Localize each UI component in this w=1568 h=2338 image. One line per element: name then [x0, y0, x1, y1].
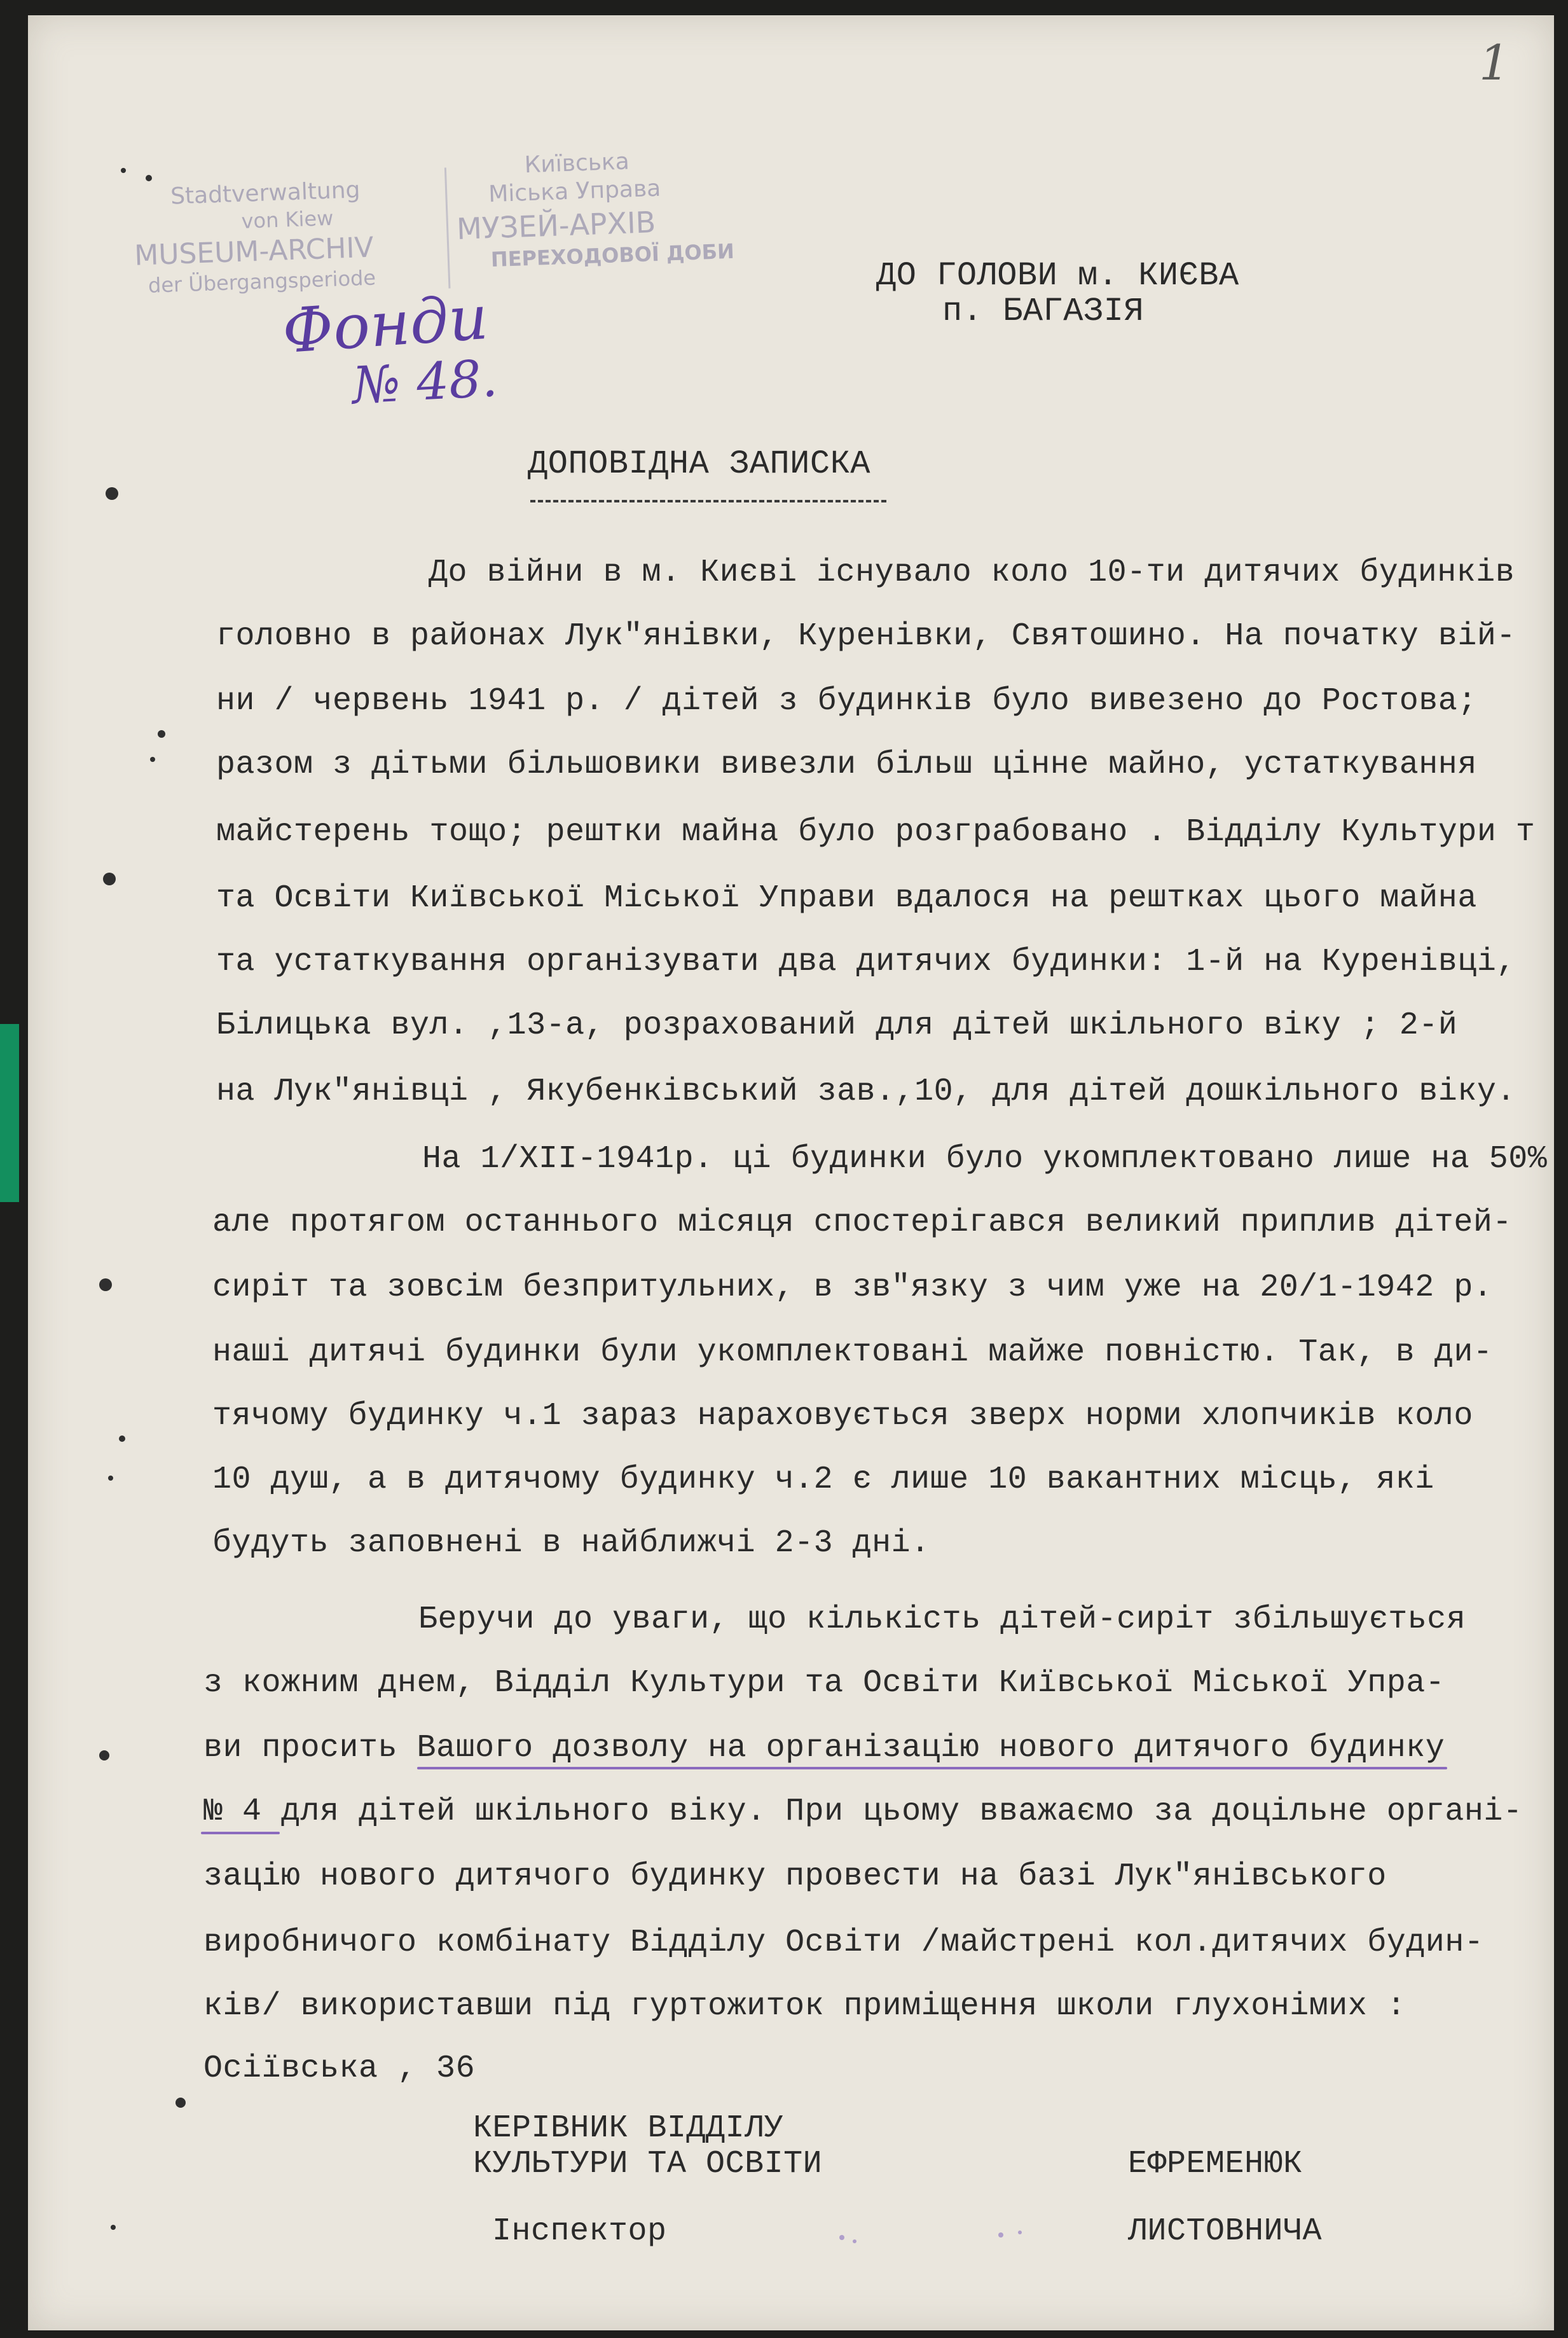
document-title: ДОПОВІДНА ЗАПИСКА	[528, 445, 870, 483]
stamp-text: von Kiew	[240, 205, 334, 233]
body-line: тячому будинку ч.1 зараз нараховується зверх норми хлопчиків коло	[212, 1398, 1473, 1434]
body-line: та Освіти Київської Міської Управи вдалося на рештках цього майна	[216, 880, 1477, 917]
body-line: ків/ використавши під гуртожиток приміщення школи глухонімих :	[203, 1988, 1406, 2024]
body-line: Осіївська , 36	[203, 2051, 476, 2087]
body-line: ни / червень 1941 р. / дітей з будинків було вивезено до Ростова;	[216, 683, 1477, 719]
stamp-text: der Übergangsperiode	[148, 265, 376, 298]
body-line: разом з дітьми більшовики вивезли більш цінне майно, устаткування	[216, 747, 1477, 783]
body-line: на Лук"янівці , Якубенківський зав.,10, для дітей дошкільного віку.	[216, 1074, 1516, 1110]
addressee-line: ДО ГОЛОВИ м. КИЄВА	[876, 257, 1239, 294]
body-line: будуть заповнені в найближчі 2-3 дні.	[212, 1525, 930, 1561]
stamp-text: Міська Управа	[488, 175, 661, 208]
signatory-position: Інспектор	[492, 2213, 667, 2250]
archive-page-number: 1	[1479, 34, 1510, 91]
body-line: майстерень тощо; рештки майна було розграбовано . Відділу Культури т	[216, 814, 1536, 850]
body-line: та устаткування організувати два дитячих будинки: 1-й на Куренівці,	[216, 944, 1516, 980]
paper-specks	[28, 15, 1554, 2330]
handwritten-fund-label: Фонди	[280, 281, 490, 368]
body-line: До війни в м. Києві існувало коло 10-ти дитячих будинків	[429, 555, 1515, 591]
body-line: зацію нового дитячого будинку провести на базі Лук"янівського	[203, 1858, 1387, 1895]
stamp-text: ПЕРЕХОДОВОЇ ДОБИ	[490, 239, 735, 272]
addressee-line: п. БАГАЗІЯ	[942, 293, 1145, 330]
body-line: На 1/XII-1941р. ці будинки було укомплектовано лише на 50%	[422, 1141, 1548, 1177]
handwritten-fund-number: № 48.	[350, 349, 499, 415]
signatory-name: ЕФРЕМЕНЮК	[1128, 2146, 1303, 2182]
body-line: наші дитячі будинки були укомплектовані майже повністю. Так, в ди-	[212, 1334, 1493, 1371]
body-line: Білицька вул. ,13-а, розрахований для дітей шкільного віку ; 2-й	[216, 1007, 1458, 1044]
stamp-text: MUSEUM-ARCHIV	[134, 231, 375, 272]
signatory-position: КЕРІВНИК ВІДДІЛУ	[473, 2110, 784, 2147]
document-page	[28, 15, 1554, 2330]
signatory-position: КУЛЬТУРИ ТА ОСВІТИ	[473, 2146, 823, 2182]
body-line: сиріт та зовсім безпритульних, в зв"язку з чим уже на 20/1-1942 р.	[212, 1269, 1493, 1306]
stamp-text: Київська	[524, 148, 630, 179]
green-tab	[0, 1024, 19, 1202]
body-line: Беручи до уваги, що кількість дітей-сиріт збільшується	[418, 1601, 1466, 1638]
stamp-text: Stadtverwaltung	[170, 177, 361, 210]
body-line: ви просить Вашого дозволу на організацію нового дитячого будинку	[203, 1730, 1445, 1766]
body-line: але протягом останнього місяця спостерігався великий приплив дітей-	[212, 1205, 1512, 1241]
body-line: виробничого комбінату Відділу Освіти /майстрені кол.дитячих будин-	[203, 1925, 1484, 1961]
body-line: головно в районах Лук"янівки, Куренівки, Святошино. На початку вій-	[216, 618, 1516, 654]
body-line: з кожним днем, Відділ Культури та Освіти Київської Міської Упра-	[203, 1665, 1445, 1701]
body-line: № 4 для дітей шкільного віку. При цьому вважаємо за доцільне органі-	[203, 1794, 1523, 1830]
signatory-name: ЛИСТОВНИЧА	[1128, 2213, 1323, 2250]
body-line: 10 душ, а в дитячому будинку ч.2 є лише 10 вакантних місць, які	[212, 1462, 1434, 1498]
stamp-text: МУЗЕЙ-АРХІВ	[456, 205, 657, 247]
